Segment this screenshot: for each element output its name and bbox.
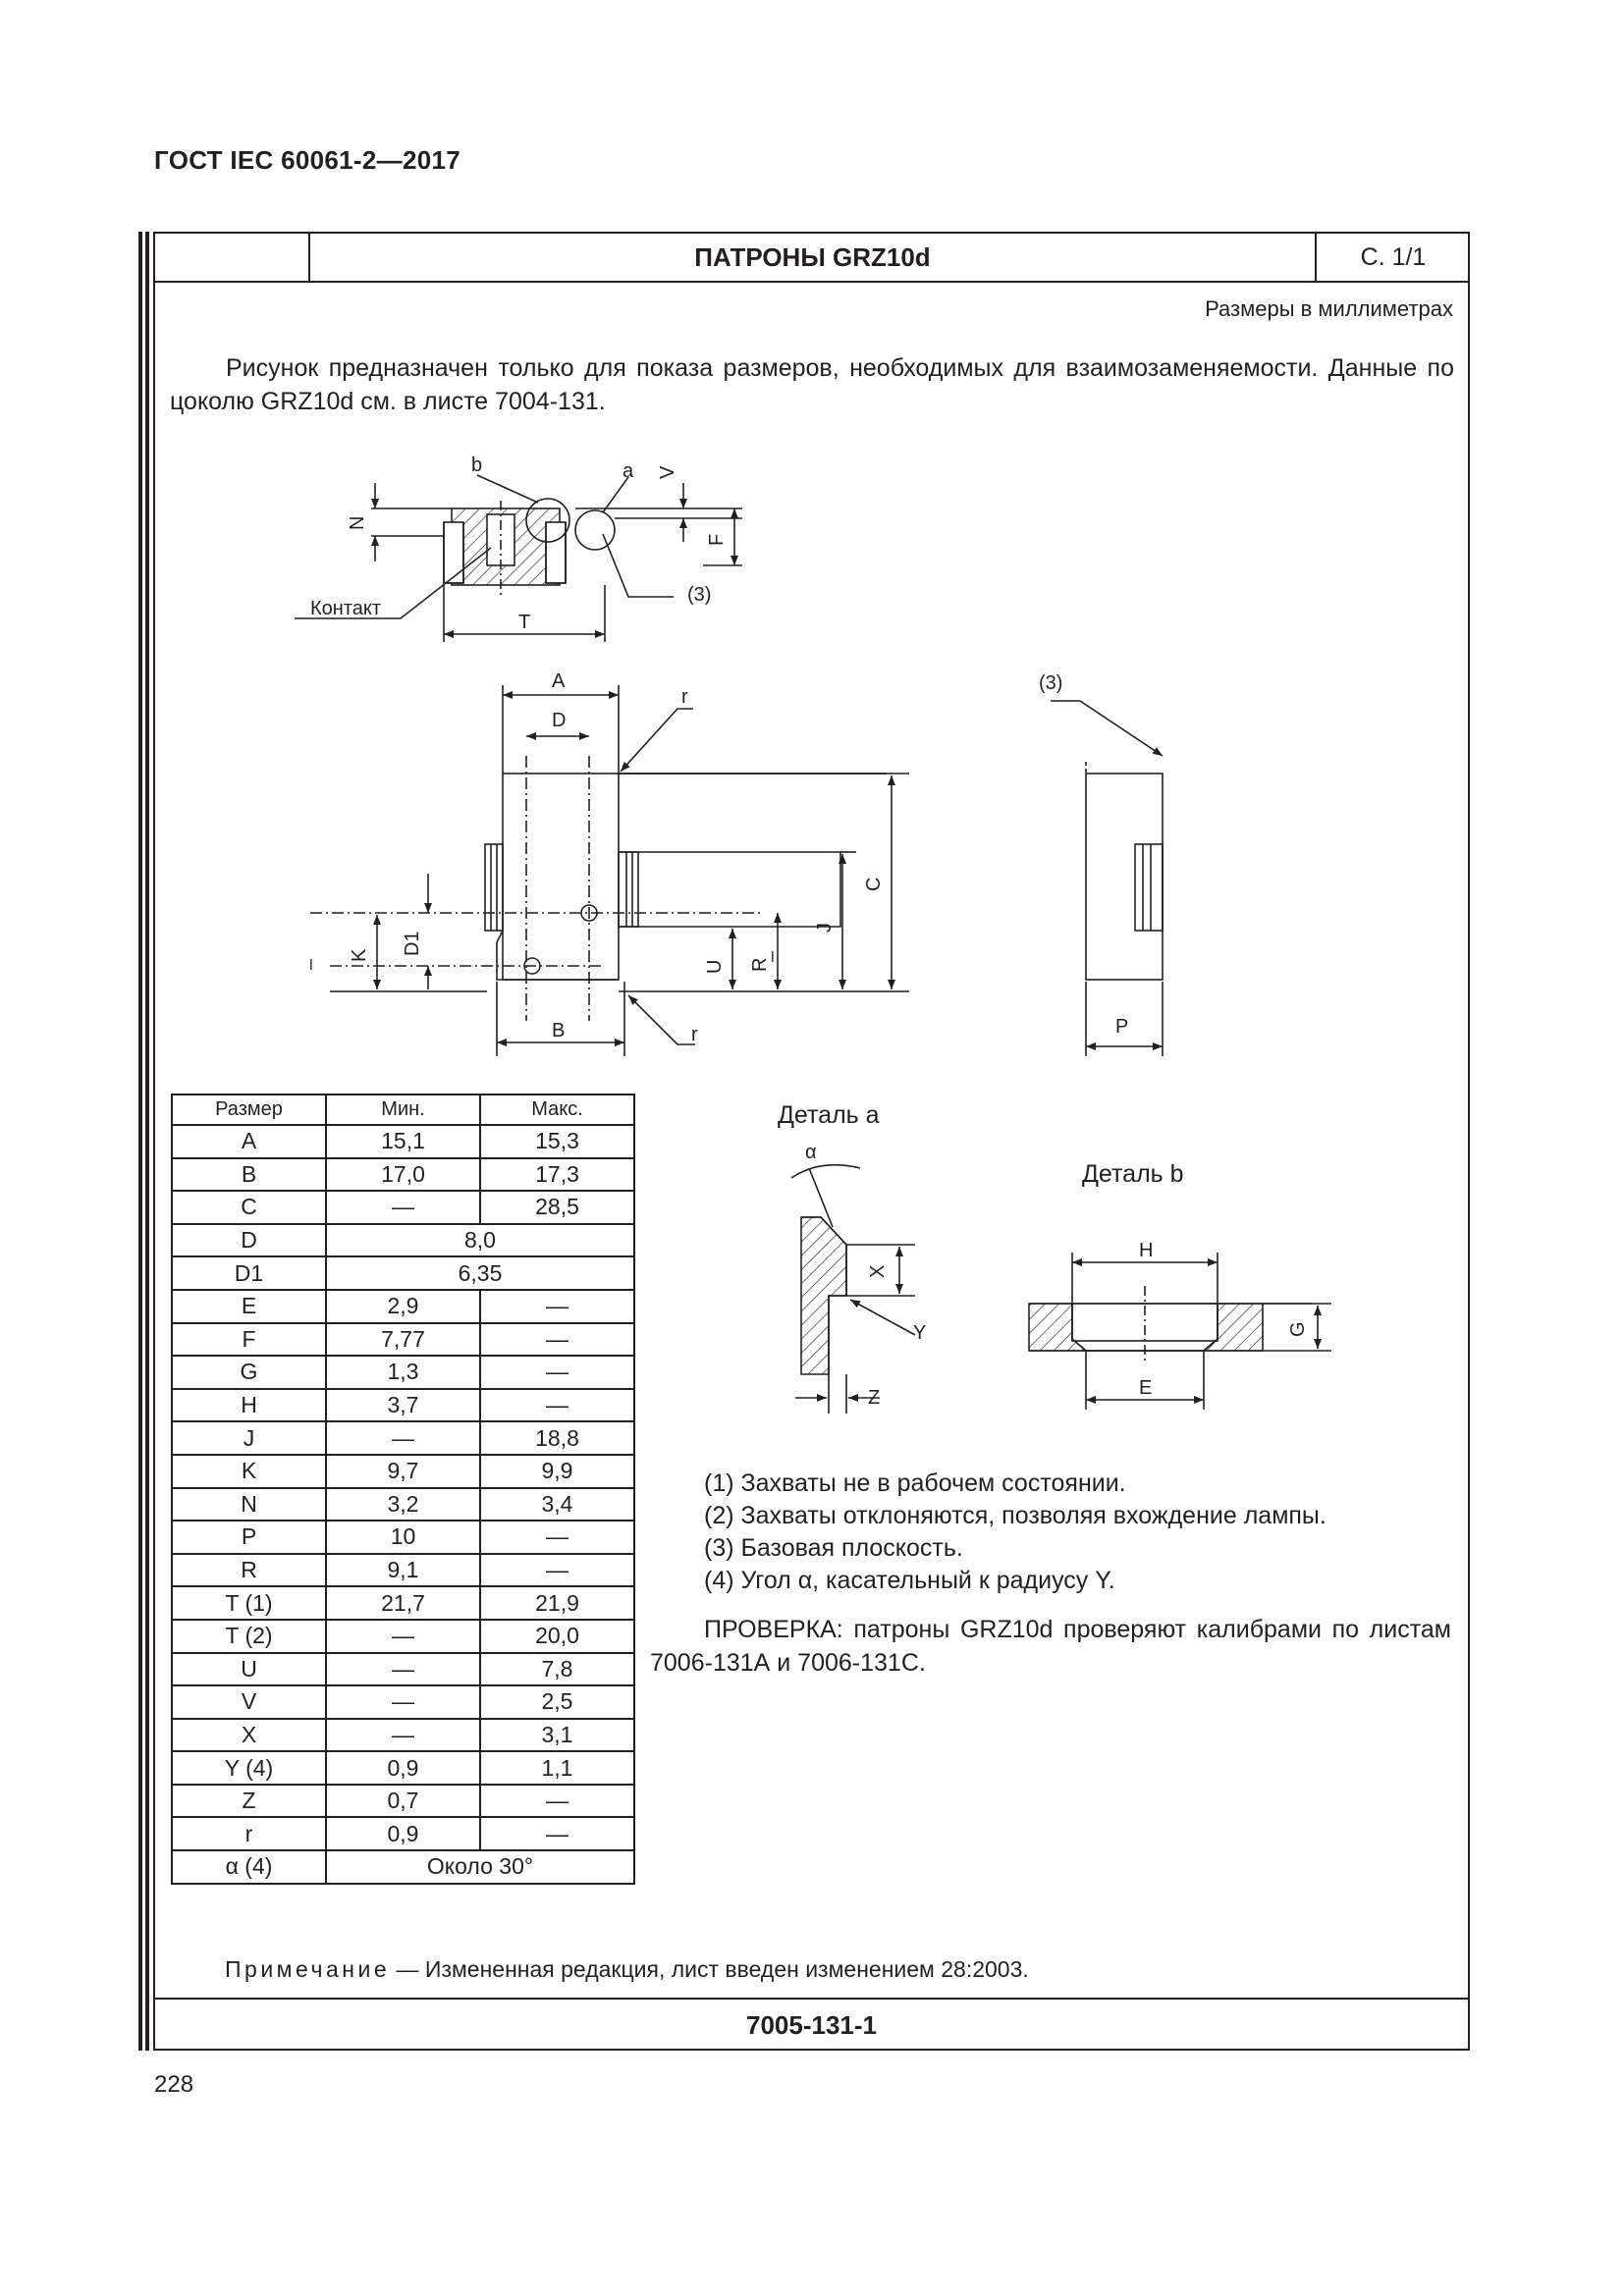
table-cell: —	[326, 1653, 480, 1686]
table-cell: —	[326, 1620, 480, 1653]
table-row	[172, 1488, 634, 1522]
table-cell: A	[172, 1125, 326, 1158]
table-cell: 1,3	[326, 1356, 480, 1389]
table-row	[172, 1554, 634, 1587]
label-d: D	[552, 710, 567, 731]
detail-a-title: Деталь a	[778, 1101, 880, 1129]
table-cell: —	[326, 1421, 480, 1455]
table-cell: —	[480, 1554, 634, 1587]
table-cell: 15,1	[326, 1125, 480, 1158]
label-contact: Контакт	[310, 598, 382, 619]
table-cell: U	[172, 1653, 326, 1686]
table-cell: 1,1	[480, 1751, 634, 1785]
table-row	[172, 1620, 634, 1653]
note	[225, 1956, 1029, 1983]
table-cell: X	[172, 1719, 326, 1752]
table-cell: —	[480, 1356, 634, 1389]
units-note: Размеры в миллиметрах	[1205, 296, 1453, 321]
table-row	[172, 1751, 634, 1785]
table-cell: r	[172, 1817, 326, 1850]
label-d1: D1	[402, 931, 423, 956]
table-cell: 20,0	[480, 1620, 634, 1653]
label-a: a	[623, 460, 634, 482]
detail-b-title: Деталь b	[1082, 1160, 1184, 1188]
table-cell: P	[172, 1521, 326, 1554]
table-row	[172, 1158, 634, 1192]
dimensions-table	[171, 1094, 635, 1885]
table-row	[172, 1685, 634, 1719]
label-r-dim: R	[749, 957, 771, 972]
table-row	[172, 1356, 634, 1389]
table-cell: 2,9	[326, 1290, 480, 1323]
table-cell: 9,7	[326, 1455, 480, 1488]
table-cell: J	[172, 1421, 326, 1455]
label-k: K	[349, 948, 370, 962]
table-cell: —	[326, 1685, 480, 1719]
table-row	[172, 1421, 634, 1455]
label-a-dim: A	[552, 670, 566, 692]
detail-b-drawing	[1029, 1253, 1331, 1410]
col-header-size: Размер	[172, 1095, 326, 1125]
sheet-code: 7005-131-1	[746, 2010, 877, 2040]
document-code: ГОСТ IEC 60061-2—2017	[154, 145, 460, 175]
table-cell: 18,8	[480, 1421, 634, 1455]
table-cell: 17,3	[480, 1158, 634, 1192]
label-c: C	[863, 877, 885, 891]
table-cell: T (1)	[172, 1586, 326, 1620]
table-cell: E	[172, 1290, 326, 1323]
label-h: H	[1139, 1240, 1154, 1261]
table-cell: 7,8	[480, 1653, 634, 1686]
table-cell: D1	[172, 1256, 326, 1290]
table-cell: 3,4	[480, 1488, 634, 1522]
table-cell: 7,77	[326, 1323, 480, 1357]
table-cell: 3,2	[326, 1488, 480, 1522]
side-view	[1051, 701, 1163, 1056]
table-cell: C	[172, 1191, 326, 1224]
detail-a-drawing	[791, 1165, 915, 1414]
table-cell: Y (4)	[172, 1751, 326, 1785]
note-text: — Измененная редакция, лист введен изменением 28:2003.	[396, 1956, 1029, 1982]
table-row	[172, 1785, 634, 1818]
table-row	[172, 1586, 634, 1620]
label-b: b	[471, 454, 483, 476]
table-cell: V	[172, 1685, 326, 1719]
table-cell: 0,9	[326, 1751, 480, 1785]
label-r-top: r	[681, 686, 688, 708]
table-cell: B	[172, 1158, 326, 1192]
table-cell: 2,5	[480, 1685, 634, 1719]
footnotes	[704, 1468, 1326, 1597]
sheet-page: С. 1/1	[1360, 243, 1427, 271]
footnote: (1) Захваты не в рабочем состоянии.	[704, 1469, 1126, 1497]
table-row	[172, 1125, 634, 1158]
label-u: U	[704, 959, 726, 974]
table-cell: 28,5	[480, 1191, 634, 1224]
table-cell: —	[480, 1785, 634, 1818]
table-header-row	[172, 1095, 634, 1125]
table-cell: 0,9	[326, 1817, 480, 1850]
label-g: G	[1287, 1321, 1309, 1337]
table-cell: 9,9	[480, 1455, 634, 1488]
table-cell: N	[172, 1488, 326, 1522]
label-j: J	[814, 923, 836, 933]
label-ref-3-side: (3)	[1039, 672, 1063, 694]
table-cell: —	[326, 1191, 480, 1224]
table-row	[172, 1256, 634, 1290]
table-cell: 17,0	[326, 1158, 480, 1192]
footnote: (2) Захваты отклоняются, позволяя вхождение лампы.	[704, 1502, 1326, 1529]
table-cell: H	[172, 1389, 326, 1422]
table-row	[172, 1719, 634, 1752]
table-cell: —	[480, 1323, 634, 1357]
table-cell: G	[172, 1356, 326, 1389]
label-alpha: α	[805, 1142, 817, 1163]
label-y: Y	[913, 1322, 927, 1344]
divider	[153, 1998, 1470, 2000]
table-cell: 8,0	[326, 1224, 634, 1257]
footnote: (4) Угол α, касательный к радиусу Y.	[704, 1567, 1115, 1594]
label-n: N	[347, 515, 368, 530]
table-row	[172, 1817, 634, 1850]
label-r-bottom: r	[691, 1024, 698, 1045]
table-cell: 10	[326, 1521, 480, 1554]
label-dash-right: –	[761, 950, 783, 962]
label-x: X	[867, 1264, 889, 1278]
note-label: Примечание	[225, 1956, 391, 1982]
table-row	[172, 1224, 634, 1257]
table-cell: 21,7	[326, 1586, 480, 1620]
label-t: T	[518, 612, 531, 633]
table-row	[172, 1850, 634, 1884]
label-z: Z	[868, 1387, 881, 1409]
table-cell: T (2)	[172, 1620, 326, 1653]
table-cell: —	[480, 1817, 634, 1850]
table-row	[172, 1653, 634, 1686]
table-cell: 6,35	[326, 1256, 634, 1290]
label-p: P	[1115, 1016, 1129, 1038]
table-cell: K	[172, 1455, 326, 1488]
table-row	[172, 1521, 634, 1554]
sheet-title: ПАТРОНЫ GRZ10d	[694, 242, 931, 272]
table-cell: 3,7	[326, 1389, 480, 1422]
table-cell: Около 30°	[326, 1850, 634, 1884]
label-dash-left: –	[299, 958, 321, 970]
label-ref-3: (3)	[687, 584, 712, 606]
table-cell: α (4)	[172, 1850, 326, 1884]
label-f: F	[706, 533, 728, 546]
check-text: ПРОВЕРКА: патроны GRZ10d проверяют калибрами по листам 7006-131А и 7006-131С.	[650, 1616, 1451, 1677]
intro-text: Рисунок предназначен только для показа размеров, необходимых для взаимозаменяемости. Данные по цоколю GRZ10d см. в листе 7004-131.	[170, 354, 1454, 415]
table-cell: 21,9	[480, 1586, 634, 1620]
table-row	[172, 1455, 634, 1488]
table-cell: —	[480, 1290, 634, 1323]
col-header-max: Макс.	[480, 1095, 634, 1125]
table-cell: 3,1	[480, 1719, 634, 1752]
table-cell: —	[480, 1521, 634, 1554]
page-number: 228	[154, 2071, 194, 2098]
binding-bar	[138, 232, 142, 2051]
table-row	[172, 1191, 634, 1224]
table-cell: 9,1	[326, 1554, 480, 1587]
table-row	[172, 1389, 634, 1422]
table-cell: D	[172, 1224, 326, 1257]
table-cell: 15,3	[480, 1125, 634, 1158]
table-cell: F	[172, 1323, 326, 1357]
binding-bar	[145, 232, 149, 2051]
footnote: (3) Базовая плоскость.	[704, 1534, 963, 1562]
table-row	[172, 1323, 634, 1357]
label-b-dim: B	[552, 1020, 566, 1041]
label-e: E	[1139, 1377, 1153, 1399]
table-cell: —	[326, 1719, 480, 1752]
table-cell: R	[172, 1554, 326, 1587]
table-cell: —	[480, 1389, 634, 1422]
table-cell: Z	[172, 1785, 326, 1818]
label-v: V	[657, 465, 678, 479]
front-view	[310, 685, 909, 1056]
table-row	[172, 1290, 634, 1323]
col-header-min: Мин.	[326, 1095, 480, 1125]
table-cell: 0,7	[326, 1785, 480, 1818]
